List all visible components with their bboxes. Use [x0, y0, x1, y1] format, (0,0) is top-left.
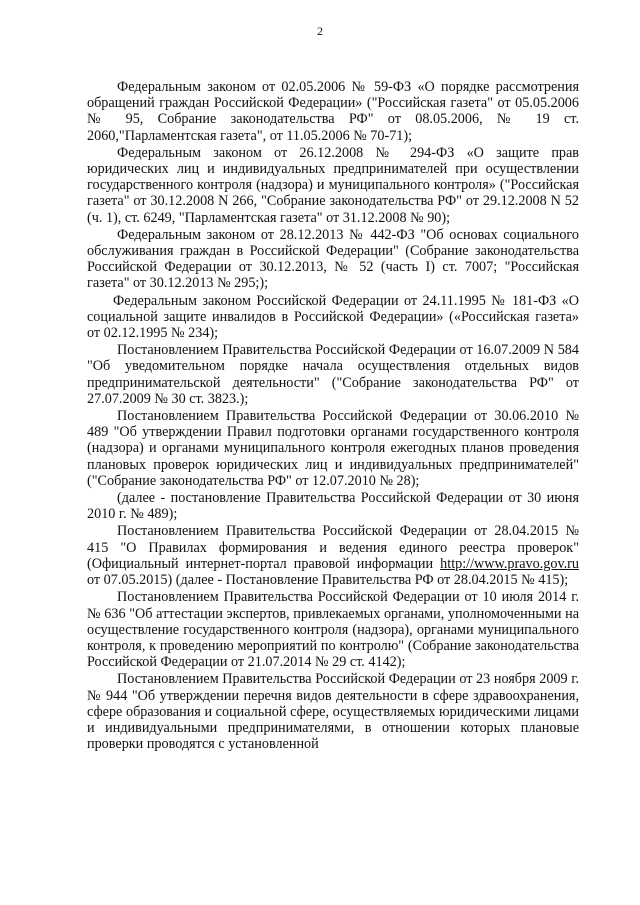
paragraph-law-294fz: Федеральным законом от 26.12.2008 № 294-ФЗ «О защите прав юридических лиц и индивидуальных предпринимателей при осуществлении государственного контроля (надзора) и муниципального контроля» ("Российская газета" от 30.12.2008 N 266, "Собрание законодательства РФ" от 29.12.2008 N 52 (ч. 1), ст. 6249, "Парламентская газета" от 31.12.2008 № 90);: [87, 144, 579, 226]
paragraph-law-59fz: Федеральным законом от 02.05.2006 № 59-ФЗ «О порядке рассмотрения обращений граждан Российской Федерации» ("Российская газета" от 05.05.2006 № 95, Собрание законодательства РФ" от 08.05.2006, № 19 ст. 2060,"Парламентская газета", от 11.05.2006 № 70-71);: [87, 79, 579, 144]
resolution-415-text-after: от 07.05.2015) (далее - Постановление Правительства РФ от 28.04.2015 № 415);: [87, 572, 569, 589]
paragraph-resolution-636: Постановлением Правительства Российской Федерации от 10 июля 2014 г. № 636 "Об аттестации экспертов, привлекаемых органами, уполномоченными на осуществление государственного контроля (надзора), органами муниципального контроля, к проведению мероприятий по контролю" (Собрание законодательства Российской Федерации от 21.07.2014 № 29 ст. 4142);: [87, 589, 579, 671]
resolution-415-text-before: Постановлением Правительства Российской Федерации от 28.04.2015 № 415 "О Правилах формирования и ведения единого реестра проверок" (Официальный интернет-портал правовой информации: [87, 523, 579, 572]
paragraph-resolution-584: Постановлением Правительства Российской Федерации от 16.07.2009 N 584 "Об уведомительном порядке начала осуществления отдельных видов предпринимательской деятельности" ("Собрание законодательства РФ" от 27.07.2009 № 30 ст. 3823.);: [87, 342, 579, 407]
paragraph-law-181fz: Федеральным законом Российской Федерации от 24.11.1995 № 181-ФЗ «О социальной защите инвалидов в Российской Федерации» («Российская газета» от 02.12.1995 № 234);: [87, 292, 579, 342]
document-body: [87, 79, 579, 752]
paragraph-resolution-489-note: (далее - постановление Правительства Российской Федерации от 30 июня 2010 г. № 489);: [87, 490, 579, 523]
pravo-gov-link[interactable]: http://www.pravo.gov.ru: [440, 555, 579, 572]
paragraph-resolution-415: [87, 523, 579, 588]
paragraph-resolution-944: Постановлением Правительства Российской Федерации от 23 ноября 2009 г. № 944 "Об утверждении перечня видов деятельности в сфере здравоохранения, сфере образования и социальной сфере, осуществляемых юридическими лицами и индивидуальными предпринимателями, в отношении которых плановые проверки проводятся с установленной: [87, 671, 579, 753]
paragraph-resolution-489: Постановлением Правительства Российской Федерации от 30.06.2010 № 489 "Об утверждении Правил подготовки органами государственного контроля (надзора) и органами муниципального контроля ежегодных планов проведения плановых проверок юридических лиц и индивидуальных предпринимателей" ("Собрание законодательства РФ" от 12.07.2010 № 28);: [87, 408, 579, 489]
paragraph-law-442fz: Федеральным законом от 28.12.2013 № 442-ФЗ "Об основах социального обслуживания граждан в Российской Федерации" (Собрание законодательства Российской Федерации от 30.12.2013, № 52 (часть I) ст. 7007; "Российская газета" от 30.12.2013 № 295;);: [87, 226, 579, 292]
page-number: 2: [317, 24, 323, 38]
